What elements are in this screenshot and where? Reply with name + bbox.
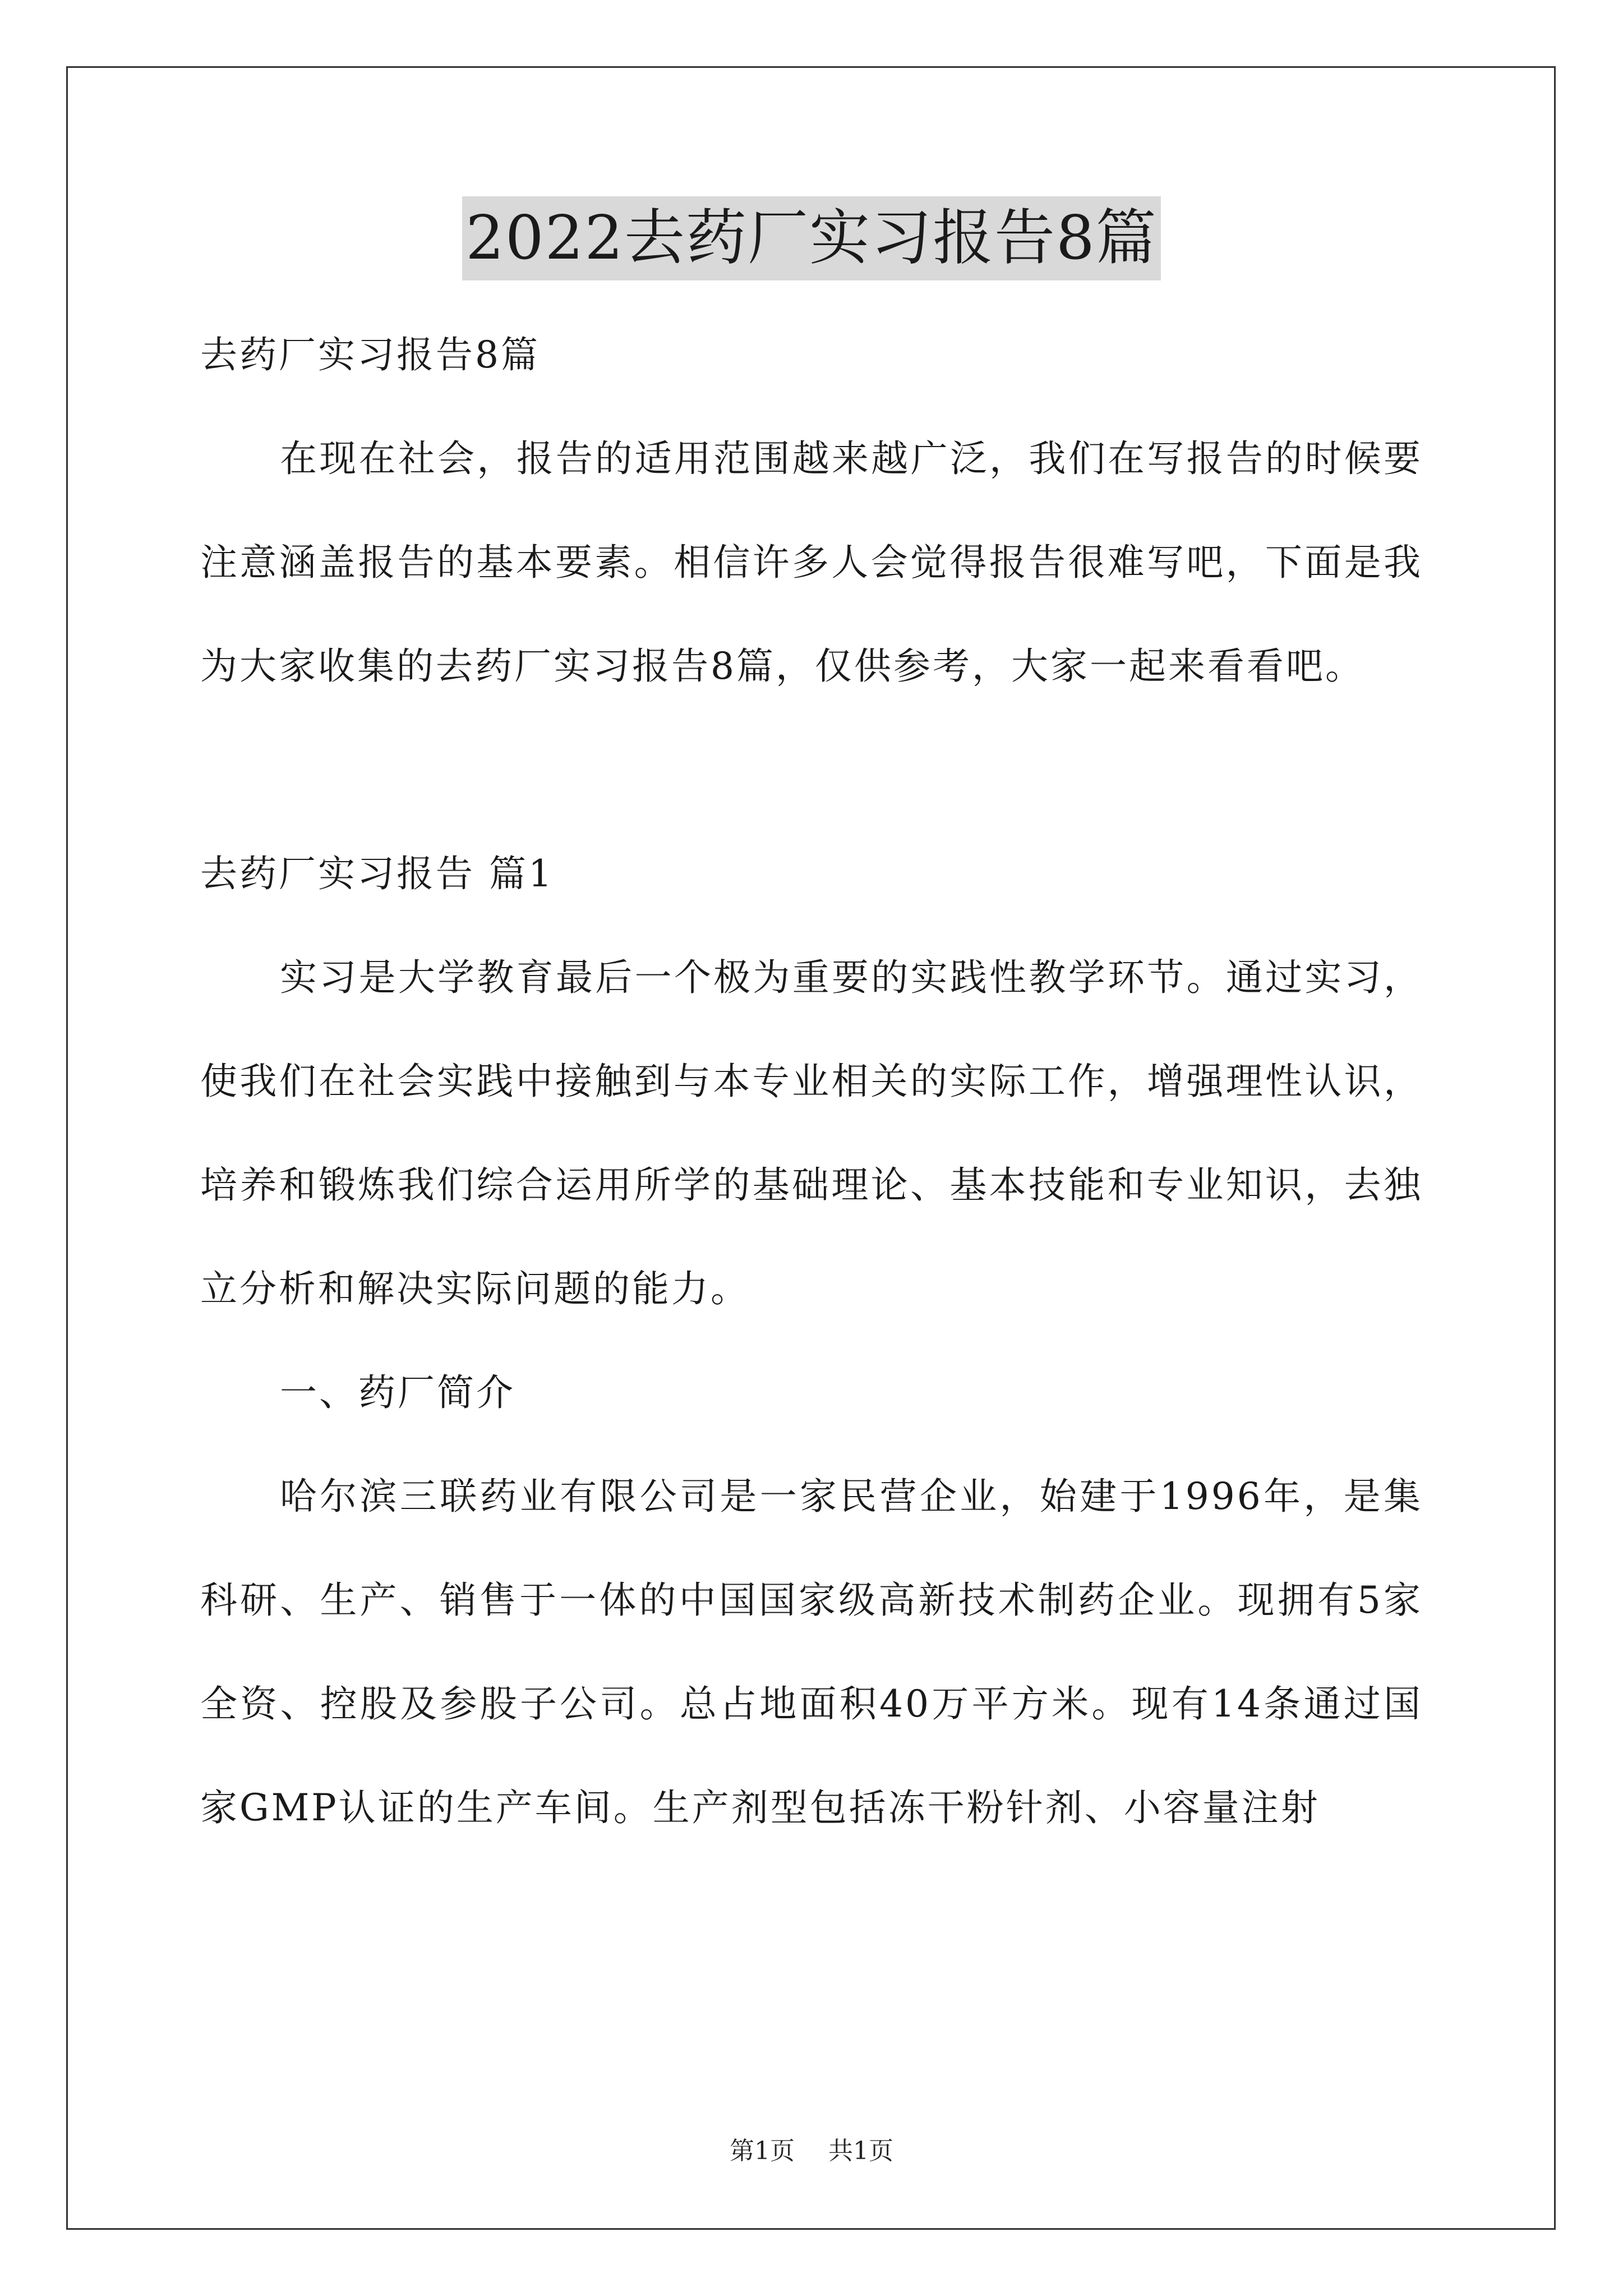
- title-container: [0, 196, 1623, 280]
- document-body: [200, 303, 1423, 1860]
- intro-paragraph: 在现在社会，报告的适用范围越来越广泛，我们在写报告的时候要注意涵盖报告的基本要素。相信许多人会觉得报告很难写吧，下面是我为大家收集的去药厂实习报告8篇，仅供参考，大家一起来看看吧。: [200, 437, 1423, 688]
- page-number: 第1页: [730, 2137, 795, 2165]
- section-heading: 去药厂实习报告 篇1: [200, 852, 554, 895]
- subsection-heading: 一、药厂简介: [280, 1371, 515, 1414]
- body-paragraph: 实习是大学教育最后一个极为重要的实践性教学环节。通过实习，使我们在社会实践中接触到与本专业相关的实际工作，增强理性认识，培养和锻炼我们综合运用所学的基础理论、基本技能和专业知识，去独立分析和解决实际问题的能力。: [200, 956, 1423, 1310]
- body-paragraph: 哈尔滨三联药业有限公司是一家民营企业，始建于1996年，是集科研、生产、销售于一体的中国国家级高新技术制药企业。现拥有5家全资、控股及参股子公司。总占地面积40万平方米。现有14条通过国家GMP认证的生产车间。生产剂型包括冻干粉针剂、小容量注射: [200, 1475, 1423, 1829]
- document-title: 2022去药厂实习报告8篇: [462, 196, 1161, 280]
- page-footer: [0, 2134, 1623, 2168]
- page-total: 共1页: [828, 2137, 893, 2165]
- document-subtitle: 去药厂实习报告8篇: [200, 333, 540, 376]
